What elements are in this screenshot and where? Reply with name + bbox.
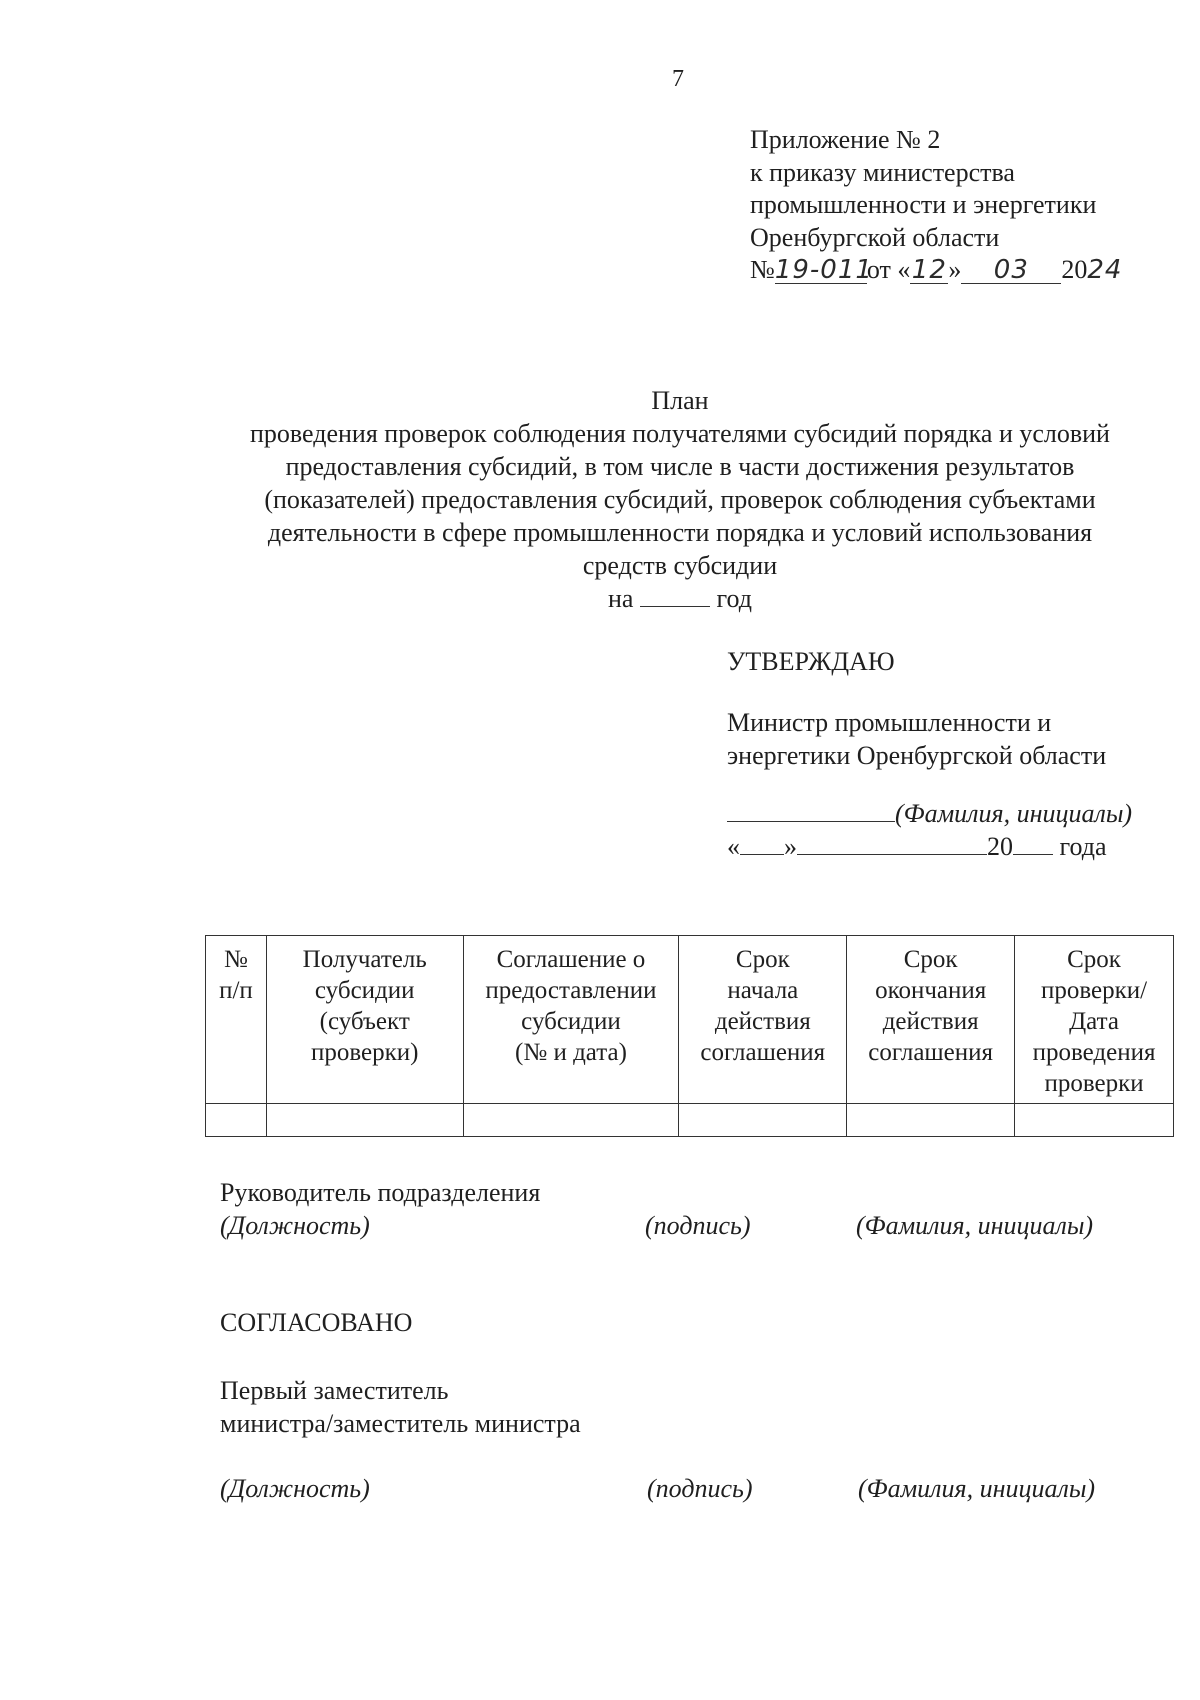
order-month-handwritten: 03 bbox=[961, 257, 1061, 284]
page-number: 7 bbox=[672, 66, 684, 92]
deputy-signature-row bbox=[220, 1472, 1160, 1505]
plan-year-line bbox=[200, 582, 1160, 615]
plan-title-line-2: предоставления субсидий, в том числе в части достижения результатов bbox=[285, 452, 1075, 481]
order-day-handwritten: 12 bbox=[911, 255, 947, 285]
approval-signature-blank bbox=[727, 799, 895, 822]
appendix-title: Приложение № 2 bbox=[750, 125, 941, 154]
order-year-prefix: 20 bbox=[1061, 255, 1088, 284]
plan-heading: План bbox=[651, 386, 709, 415]
order-number-line bbox=[750, 254, 1122, 287]
approval-heading: УТВЕРЖДАЮ bbox=[727, 647, 895, 676]
approval-date-line bbox=[727, 830, 1132, 863]
table-cell bbox=[679, 1104, 847, 1137]
order-number-prefix: № bbox=[750, 255, 775, 284]
order-date-from: от « bbox=[866, 255, 911, 284]
appendix-line-3: промышленности и энергетики bbox=[750, 190, 1097, 219]
plan-year-suffix: год bbox=[716, 584, 752, 613]
header-inspection-date: Срок проверки/ Дата проведения проверки bbox=[1015, 936, 1174, 1104]
header-recipient: Получатель субсидии (субъект проверки) bbox=[266, 936, 463, 1104]
approval-signature-line bbox=[727, 797, 1132, 830]
deputy-position-placeholder: (Должность) bbox=[220, 1474, 370, 1503]
approval-year-suffix: года bbox=[1059, 832, 1107, 861]
table-cell bbox=[266, 1104, 463, 1137]
appendix-line-4: Оренбургской области bbox=[750, 222, 1000, 252]
order-date-quote: » bbox=[948, 255, 962, 284]
header-number: № п/п bbox=[206, 936, 267, 1104]
approval-date-close: » bbox=[784, 832, 797, 861]
header-agreement: Соглашение о предоставлении субсидии (№ и дата) bbox=[463, 936, 679, 1104]
approval-year-prefix: 20 bbox=[987, 832, 1013, 861]
approval-day-blank bbox=[740, 832, 784, 855]
head-signature-block bbox=[220, 1176, 1160, 1242]
plan-title-line-1: проведения проверок соблюдения получателями субсидий порядка и условий bbox=[250, 419, 1110, 448]
table-cell bbox=[1015, 1104, 1174, 1137]
plan-title-block bbox=[200, 384, 1160, 615]
plan-title-line-3: (показателей) предоставления субсидий, проверок соблюдения субъектами bbox=[264, 485, 1096, 514]
approval-position-line-2: энергетики Оренбургской области bbox=[727, 741, 1107, 770]
inspection-plan-table bbox=[205, 935, 1174, 1137]
table-header-row bbox=[206, 936, 1174, 1104]
appendix-header bbox=[750, 124, 1122, 287]
order-year-handwritten: 24 bbox=[1087, 255, 1123, 285]
table-cell bbox=[463, 1104, 679, 1137]
approval-name-placeholder: (Фамилия, инициалы) bbox=[895, 799, 1133, 828]
agreed-heading: СОГЛАСОВАНО bbox=[220, 1308, 413, 1337]
plan-year-blank bbox=[640, 584, 710, 607]
approval-date-open: « bbox=[727, 832, 740, 861]
plan-year-prefix: на bbox=[608, 584, 634, 613]
table-cell bbox=[206, 1104, 267, 1137]
deputy-title-line-2: министра/заместитель министра bbox=[220, 1409, 581, 1438]
approval-position-line-1: Министр промышленности и bbox=[727, 708, 1052, 737]
appendix-line-2: к приказу министерства bbox=[750, 157, 1015, 187]
head-name-placeholder: (Фамилия, инициалы) bbox=[856, 1211, 1094, 1240]
header-end-date: Срок окончания действия соглашения bbox=[847, 936, 1015, 1104]
order-number-handwritten: 19-011 bbox=[774, 255, 873, 285]
table-cell bbox=[847, 1104, 1015, 1137]
head-signature-placeholder: (подпись) bbox=[645, 1211, 751, 1240]
deputy-title-line-1: Первый заместитель bbox=[220, 1376, 449, 1405]
head-position-placeholder: (Должность) bbox=[220, 1211, 370, 1240]
plan-title-line-4: деятельности в сфере промышленности порядка и условий использования bbox=[267, 518, 1093, 547]
approval-block bbox=[727, 645, 1132, 863]
plan-title-line-5: средств субсидии bbox=[582, 551, 778, 580]
deputy-signature-block bbox=[220, 1374, 1160, 1505]
deputy-signature-placeholder: (подпись) bbox=[647, 1474, 753, 1503]
approval-position bbox=[727, 706, 1132, 772]
header-start-date: Срок начала действия соглашения bbox=[679, 936, 847, 1104]
head-signature-row bbox=[220, 1209, 1160, 1242]
deputy-name-placeholder: (Фамилия, инициалы) bbox=[858, 1474, 1096, 1503]
head-title: Руководитель подразделения bbox=[220, 1178, 541, 1207]
approval-year-blank bbox=[1013, 832, 1053, 855]
table-row bbox=[206, 1104, 1174, 1137]
approval-month-blank bbox=[797, 832, 987, 855]
